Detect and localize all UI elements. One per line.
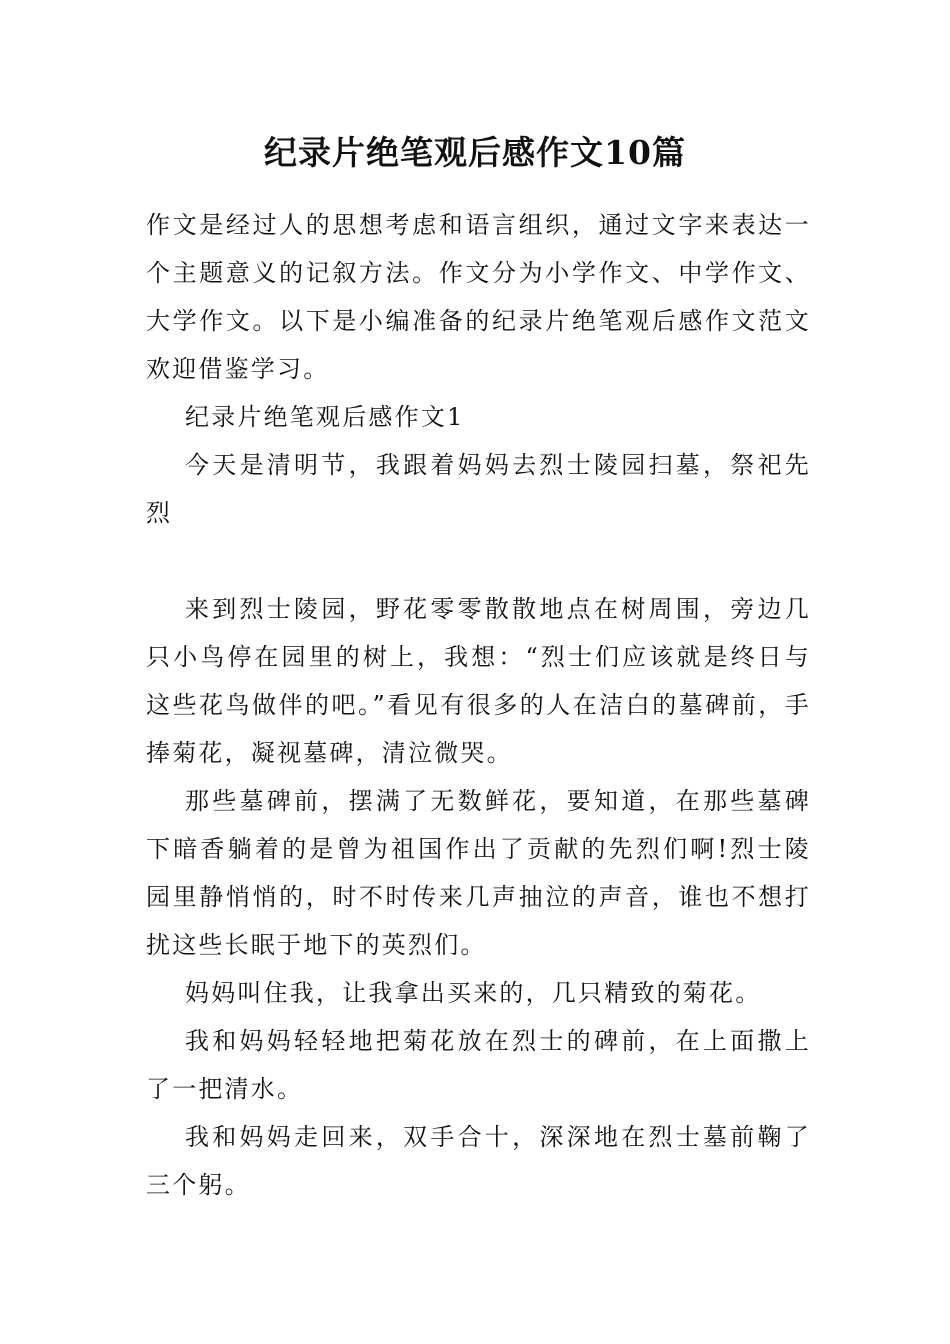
section-heading: 纪录片绝笔观后感作文1: [185, 403, 465, 431]
paragraph: 我和妈妈轻轻地把菊花放在烈士的碑前，在上面撒上了一把清水。: [146, 1027, 811, 1103]
blank-line: [146, 537, 811, 585]
paragraph: 我和妈妈走回来，双手合十，深深地在烈士墓前鞠了三个躬。: [146, 1123, 811, 1199]
document-body: [146, 201, 811, 1209]
paragraph: 那些墓碑前，摆满了无数鲜花，要知道，在那些墓碑下暗香躺着的是曾为祖国作出了贡献的先烈们啊!烈士陵园里静悄悄的，时不时传来几声抽泣的声音，谁也不想打扰这些长眠于地下的英烈们。: [146, 787, 811, 959]
document-title: 纪录片绝笔观后感作文10篇: [264, 133, 686, 172]
paragraph: 妈妈叫住我，让我拿出买来的，几只精致的菊花。: [185, 979, 762, 1007]
paragraph: 来到烈士陵园，野花零零散散地点在树周围，旁边几只小鸟停在园里的树上，我想：“烈士们应该就是终日与这些花鸟做伴的吧。”看见有很多的人在洁白的墓碑前，手捧菊花，凝视墓碑，清泣微哭。: [146, 595, 811, 767]
paragraph: 今天是清明节，我跟着妈妈去烈士陵园扫墓，祭祀先烈: [146, 451, 811, 527]
intro-paragraph: 作文是经过人的思想考虑和语言组织，通过文字来表达一个主题意义的记叙方法。作文分为小学作文、中学作文、大学作文。以下是小编准备的纪录片绝笔观后感作文范文欢迎借鉴学习。: [146, 211, 811, 383]
